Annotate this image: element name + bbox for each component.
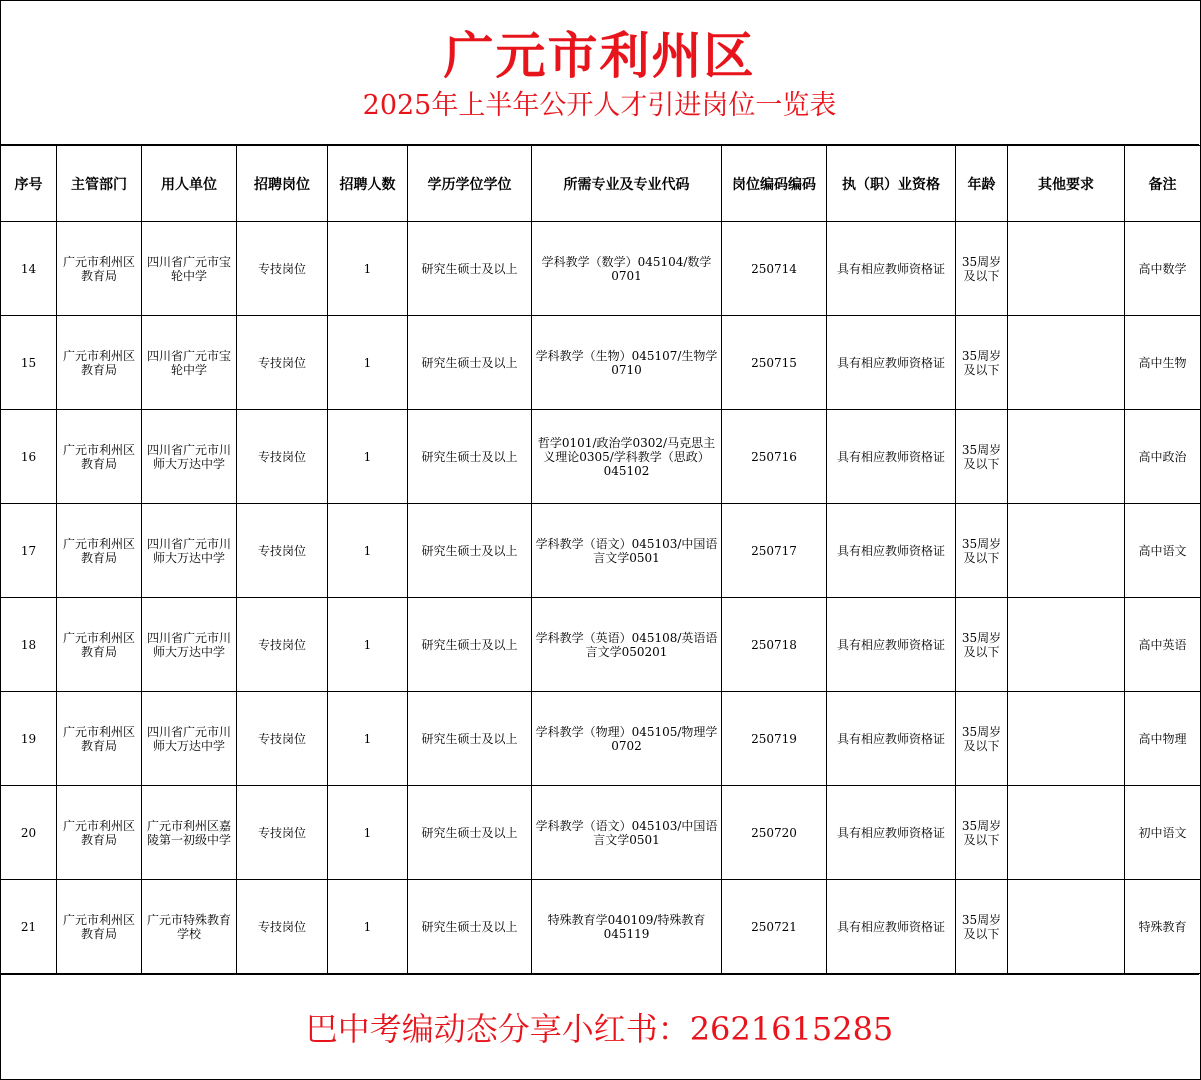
positions-table (0, 145, 1201, 974)
cell-other (1008, 786, 1125, 880)
cell-employer: 四川省广元市川师大万达中学 (142, 598, 237, 692)
cell-position: 专技岗位 (237, 410, 328, 504)
table-row (1, 692, 1201, 786)
column-header: 序号 (1, 146, 57, 222)
table-row (1, 316, 1201, 410)
cell-employer: 四川省广元市川师大万达中学 (142, 410, 237, 504)
cell-age: 35周岁及以下 (956, 316, 1008, 410)
cell-age: 35周岁及以下 (956, 504, 1008, 598)
cell-qualification: 具有相应教师资格证 (827, 692, 956, 786)
cell-other (1008, 410, 1125, 504)
cell-department: 广元市利州区教育局 (57, 880, 142, 974)
column-header: 招聘岗位 (237, 146, 328, 222)
page-subtitle: 2025年上半年公开人才引进岗位一览表 (362, 90, 837, 121)
cell-serial: 14 (1, 222, 57, 316)
table-row (1, 880, 1201, 974)
cell-qualification: 具有相应教师资格证 (827, 504, 956, 598)
page-title: 广元市利州区 (443, 26, 756, 85)
cell-position-code: 250715 (722, 316, 827, 410)
cell-major: 学科教学（生物）045107/生物学0710 (532, 316, 722, 410)
cell-department: 广元市利州区教育局 (57, 316, 142, 410)
column-header: 招聘人数 (328, 146, 408, 222)
cell-education: 研究生硕士及以上 (408, 410, 532, 504)
cell-major: 学科教学（数学）045104/数学0701 (532, 222, 722, 316)
cell-position-code: 250720 (722, 786, 827, 880)
cell-education: 研究生硕士及以上 (408, 692, 532, 786)
table-row (1, 222, 1201, 316)
cell-major: 哲学0101/政治学0302/马克思主义理论0305/学科教学（思政）045102 (532, 410, 722, 504)
cell-education: 研究生硕士及以上 (408, 880, 532, 974)
cell-other (1008, 316, 1125, 410)
cell-other (1008, 598, 1125, 692)
cell-employer: 四川省广元市川师大万达中学 (142, 504, 237, 598)
cell-remark: 高中政治 (1125, 410, 1201, 504)
cell-headcount: 1 (328, 880, 408, 974)
cell-employer: 广元市特殊教育学校 (142, 880, 237, 974)
cell-employer: 广元市利州区嘉陵第一初级中学 (142, 786, 237, 880)
cell-other (1008, 222, 1125, 316)
column-header: 岗位编码编码 (722, 146, 827, 222)
cell-position-code: 250718 (722, 598, 827, 692)
cell-position-code: 250716 (722, 410, 827, 504)
table-row (1, 786, 1201, 880)
cell-serial: 20 (1, 786, 57, 880)
column-header: 年龄 (956, 146, 1008, 222)
cell-qualification: 具有相应教师资格证 (827, 786, 956, 880)
cell-remark: 高中英语 (1125, 598, 1201, 692)
cell-department: 广元市利州区教育局 (57, 504, 142, 598)
table-row (1, 598, 1201, 692)
cell-other (1008, 880, 1125, 974)
column-header: 学历学位学位 (408, 146, 532, 222)
cell-employer: 四川省广元市川师大万达中学 (142, 692, 237, 786)
cell-other (1008, 692, 1125, 786)
column-header: 备注 (1125, 146, 1201, 222)
cell-qualification: 具有相应教师资格证 (827, 410, 956, 504)
cell-other (1008, 504, 1125, 598)
cell-department: 广元市利州区教育局 (57, 692, 142, 786)
footer-contact-text: 巴中考编动态分享小红书：2621615285 (305, 1010, 894, 1048)
cell-position-code: 250714 (722, 222, 827, 316)
cell-education: 研究生硕士及以上 (408, 222, 532, 316)
cell-headcount: 1 (328, 786, 408, 880)
cell-department: 广元市利州区教育局 (57, 786, 142, 880)
cell-position: 专技岗位 (237, 598, 328, 692)
cell-serial: 16 (1, 410, 57, 504)
cell-department: 广元市利州区教育局 (57, 598, 142, 692)
title-block (0, 0, 1199, 146)
cell-serial: 18 (1, 598, 57, 692)
cell-employer: 四川省广元市宝轮中学 (142, 222, 237, 316)
cell-major: 学科教学（英语）045108/英语语言文学050201 (532, 598, 722, 692)
cell-employer: 四川省广元市宝轮中学 (142, 316, 237, 410)
cell-position-code: 250717 (722, 504, 827, 598)
cell-position: 专技岗位 (237, 222, 328, 316)
cell-age: 35周岁及以下 (956, 692, 1008, 786)
footer-block (0, 973, 1199, 1080)
cell-age: 35周岁及以下 (956, 598, 1008, 692)
cell-education: 研究生硕士及以上 (408, 316, 532, 410)
cell-position: 专技岗位 (237, 692, 328, 786)
cell-qualification: 具有相应教师资格证 (827, 598, 956, 692)
cell-qualification: 具有相应教师资格证 (827, 222, 956, 316)
cell-headcount: 1 (328, 316, 408, 410)
cell-remark: 初中语文 (1125, 786, 1201, 880)
column-header: 所需专业及专业代码 (532, 146, 722, 222)
cell-headcount: 1 (328, 410, 408, 504)
cell-age: 35周岁及以下 (956, 410, 1008, 504)
column-header: 主管部门 (57, 146, 142, 222)
cell-age: 35周岁及以下 (956, 880, 1008, 974)
cell-serial: 19 (1, 692, 57, 786)
cell-headcount: 1 (328, 504, 408, 598)
table-row (1, 410, 1201, 504)
cell-position: 专技岗位 (237, 316, 328, 410)
cell-headcount: 1 (328, 222, 408, 316)
cell-position-code: 250721 (722, 880, 827, 974)
cell-major: 特殊教育学040109/特殊教育045119 (532, 880, 722, 974)
cell-remark: 高中生物 (1125, 316, 1201, 410)
cell-major: 学科教学（物理）045105/物理学0702 (532, 692, 722, 786)
column-header: 执（职）业资格 (827, 146, 956, 222)
column-header: 其他要求 (1008, 146, 1125, 222)
cell-serial: 17 (1, 504, 57, 598)
cell-remark: 特殊教育 (1125, 880, 1201, 974)
cell-major: 学科教学（语文）045103/中国语言文学0501 (532, 504, 722, 598)
cell-education: 研究生硕士及以上 (408, 504, 532, 598)
cell-position: 专技岗位 (237, 786, 328, 880)
cell-qualification: 具有相应教师资格证 (827, 880, 956, 974)
cell-department: 广元市利州区教育局 (57, 222, 142, 316)
column-header: 用人单位 (142, 146, 237, 222)
cell-department: 广元市利州区教育局 (57, 410, 142, 504)
cell-major: 学科教学（语文）045103/中国语言文学0501 (532, 786, 722, 880)
cell-qualification: 具有相应教师资格证 (827, 316, 956, 410)
cell-position: 专技岗位 (237, 504, 328, 598)
table-row (1, 504, 1201, 598)
cell-remark: 高中物理 (1125, 692, 1201, 786)
cell-remark: 高中语文 (1125, 504, 1201, 598)
cell-serial: 15 (1, 316, 57, 410)
cell-position: 专技岗位 (237, 880, 328, 974)
cell-education: 研究生硕士及以上 (408, 598, 532, 692)
cell-headcount: 1 (328, 692, 408, 786)
cell-remark: 高中数学 (1125, 222, 1201, 316)
table-header-row (1, 146, 1201, 222)
cell-position-code: 250719 (722, 692, 827, 786)
cell-headcount: 1 (328, 598, 408, 692)
cell-age: 35周岁及以下 (956, 222, 1008, 316)
cell-age: 35周岁及以下 (956, 786, 1008, 880)
cell-serial: 21 (1, 880, 57, 974)
cell-education: 研究生硕士及以上 (408, 786, 532, 880)
